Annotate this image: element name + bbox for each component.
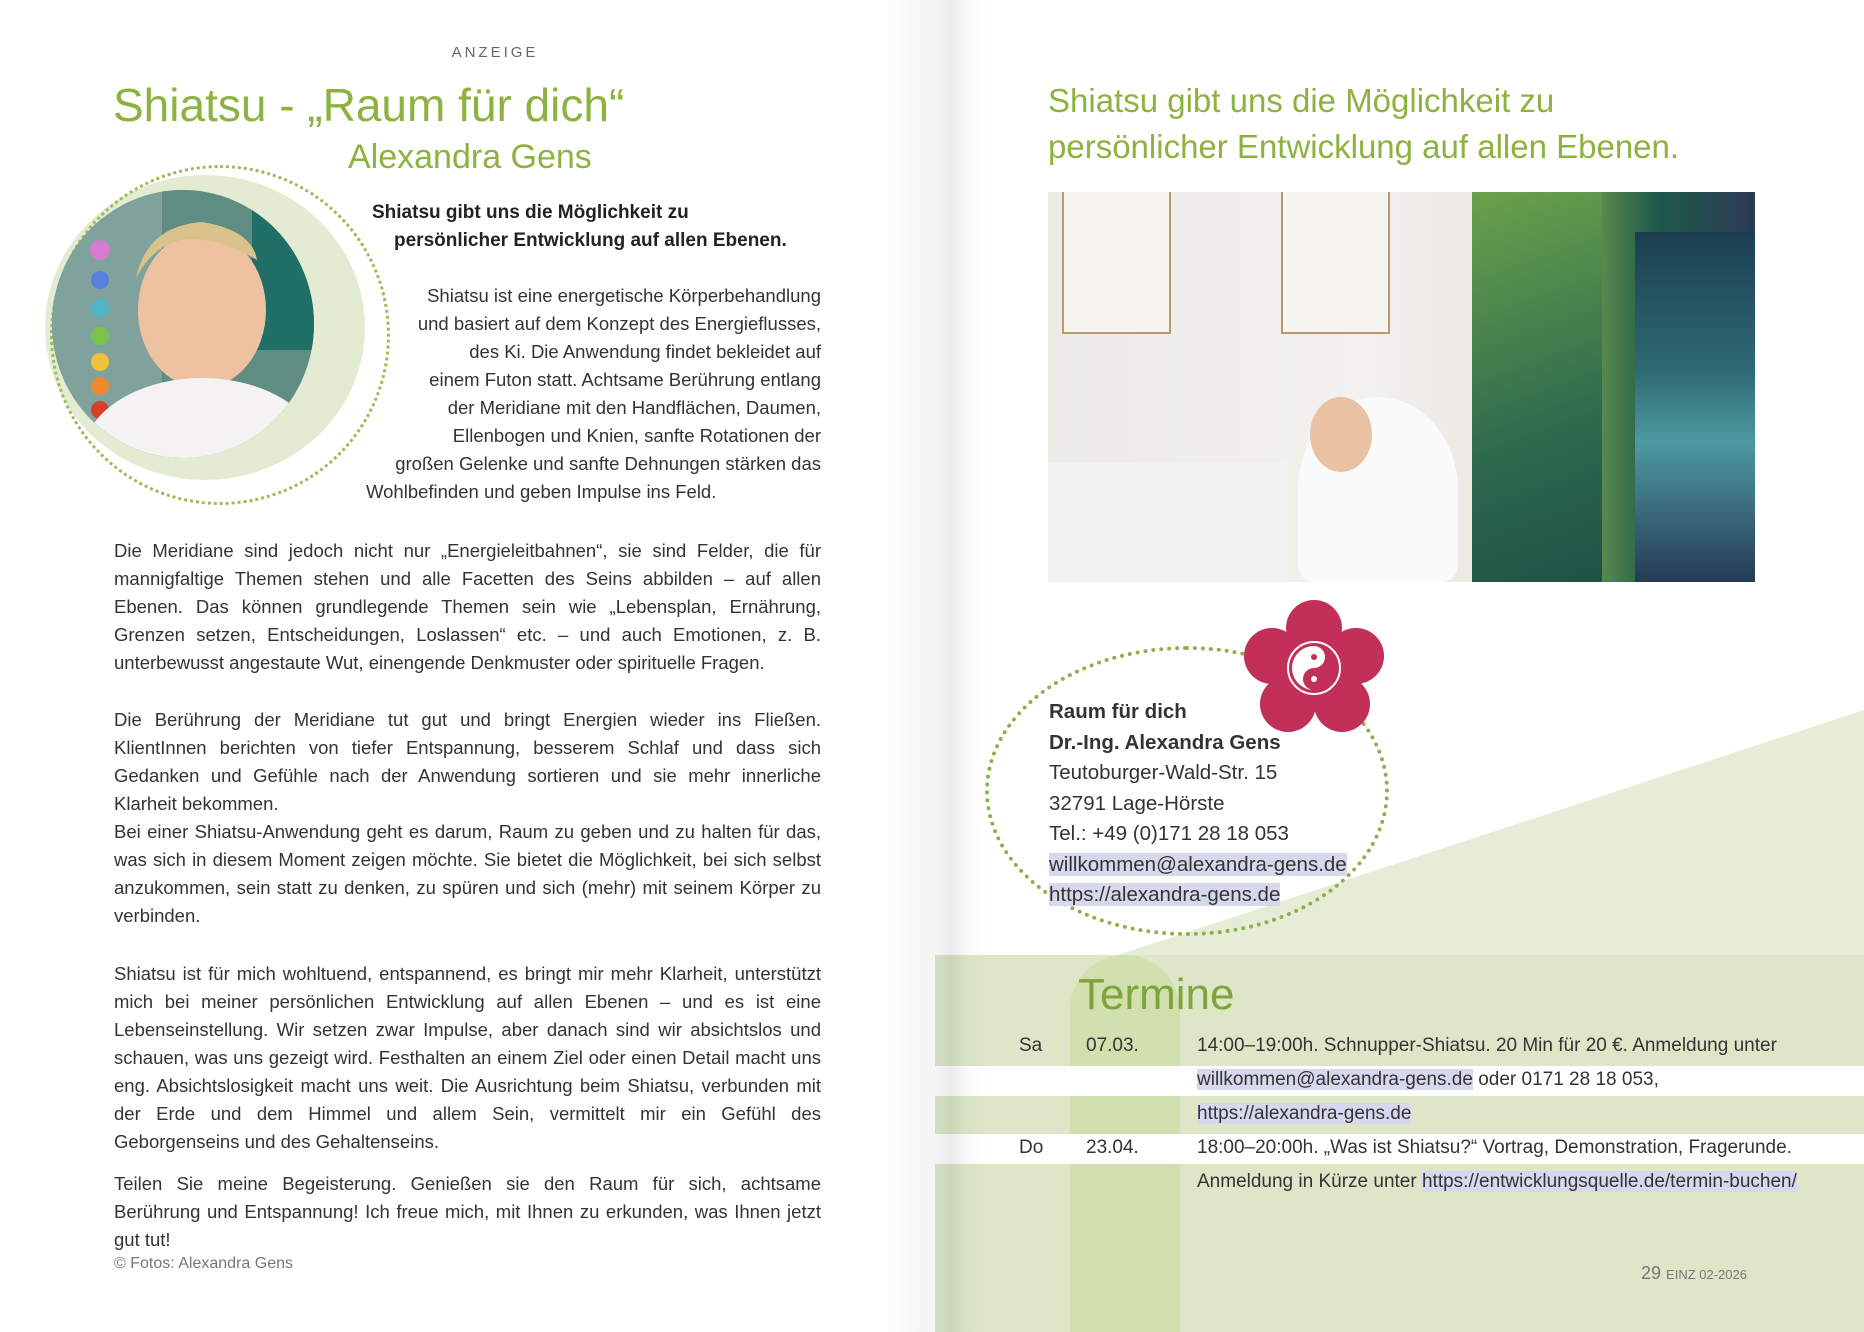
right-headline-line-1: Shiatsu gibt uns die Möglichkeit zu <box>1048 82 1555 119</box>
lede <box>372 199 832 255</box>
intro-line: des Ki. Die Anwendung findet bekleidet auf <box>469 341 821 362</box>
email-link[interactable]: willkommen@alexandra-gens.de <box>1049 852 1347 876</box>
photo-credit: © Fotos: Alexandra Gens <box>114 1255 293 1272</box>
practice-room-photo <box>1048 192 1755 582</box>
body-paragraph-2: Die Berührung der Meridiane tut gut und bringt Energien wieder ins Fließen. KlientInnen berichten von tiefer Entspannung, besserem Schlaf und dass sich Gedanken und Gefühle nach der Anwendung sortieren und sie mehr innerliche Klarheit bekommen. <box>114 709 821 814</box>
intro-line: der Meridiane mit den Handflächen, Daumen, <box>447 397 821 418</box>
intro-line: Wohlbefinden und geben Impulse ins Feld. <box>366 481 717 502</box>
lede-line-2: persönlicher Entwicklung auf allen Ebenen. <box>394 230 787 251</box>
body-paragraph-4: Shiatsu ist für mich wohltuend, entspannend, es bringt mir mehr Klarheit, unterstützt mich bei meiner persönlichen Entwicklung auf allen Ebenen – und es ist eine Lebenseinstellung. Wir setzen zwar Impulse, aber danach sind wir absichtslos und schauen, was uns gezeigt wird. Festhalten an einem Ziel oder einen Detail macht uns eng. Absichtslosigkeit macht uns weit. Die Ausrichtung beim Shiatsu, verbunden mit der Erde und dem Himmel und allem Sein, vermittelt mir ein Gefühl des Geborgenseins und des Gehaltenseins. <box>114 963 821 1152</box>
street: Teutoburger-Wald-Str. 15 <box>1049 761 1278 784</box>
right-page <box>935 0 1864 1332</box>
treatment-table <box>1048 462 1288 582</box>
contact-person: Dr.-Ing. Alexandra Gens <box>1049 730 1281 754</box>
booking-link[interactable]: https://entwicklungsquelle.de/termin-buchen/ <box>1421 1171 1797 1192</box>
event-date: 23.04. <box>1086 1137 1139 1158</box>
event-row-continued <box>935 1066 1864 1096</box>
page-footer <box>1641 1263 1747 1284</box>
chakra-tapestry <box>1635 232 1755 582</box>
event-row <box>935 1134 1864 1164</box>
phone: Tel.: +49 (0)171 28 18 053 <box>1049 822 1289 845</box>
right-headline <box>1048 78 1748 170</box>
anatomy-chart-poster <box>1062 192 1171 334</box>
lede-line-1: Shiatsu gibt uns die Möglichkeit zu <box>372 202 689 223</box>
event-day: Do <box>1019 1137 1044 1158</box>
portrait-illustration <box>52 190 314 458</box>
intro-line: und basiert auf dem Konzept des Energieflusses, <box>417 313 821 334</box>
painted-wall <box>1472 192 1602 582</box>
ad-label: ANZEIGE <box>451 44 539 61</box>
issue-label: EINZ 02-2026 <box>1666 1267 1747 1282</box>
intro-line: großen Gelenke und sanfte Dehnungen stärken das <box>395 453 821 474</box>
event-row-continued <box>935 1168 1864 1198</box>
anatomy-chart-poster <box>1281 192 1390 334</box>
body-paragraph-3: Bei einer Shiatsu-Anwendung geht es darum, Raum zu geben und zu halten für das, was sich in diesem Moment zeigen möchte. Sie bietet die Möglichkeit, bei sich selbst anzukommen, sein statt zu denken, zu spüren und sich (mehr) mit seinem Körper zu verbinden. <box>114 821 821 926</box>
article-title: Shiatsu - „Raum für dich“ <box>113 79 625 131</box>
intro-line: Shiatsu ist eine energetische Körperbehandlung <box>427 285 821 306</box>
event-text: 18:00–20:00h. „Was ist Shiatsu?“ Vortrag, Demonstration, Fragerunde. <box>1197 1137 1792 1158</box>
event-day: Sa <box>1019 1035 1043 1056</box>
event-date: 07.03. <box>1086 1035 1139 1056</box>
website-link[interactable]: https://alexandra-gens.de <box>1049 883 1281 906</box>
intro-line: einem Futon statt. Achtsame Berührung entlang <box>429 369 821 390</box>
author-portrait-photo <box>52 190 314 458</box>
event-web-link[interactable]: https://alexandra-gens.de <box>1197 1103 1412 1124</box>
event-row-continued <box>935 1100 1864 1130</box>
event-text: 14:00–19:00h. Schnupper-Shiatsu. 20 Min für 20 €. Anmeldung unter <box>1197 1035 1777 1056</box>
contact-address-block <box>1049 697 1347 911</box>
event-email-link[interactable]: willkommen@alexandra-gens.de <box>1197 1069 1473 1090</box>
person-head <box>1310 397 1372 472</box>
right-headline-line-2: persönlicher Entwicklung auf allen Ebenen. <box>1048 128 1680 165</box>
business-name: Raum für dich <box>1049 700 1187 723</box>
event-text <box>1197 1069 1659 1091</box>
event-text-mid: oder 0171 28 18 053, <box>1472 1069 1659 1090</box>
termine-heading: Termine <box>1078 970 1235 1019</box>
event-row <box>935 1032 1864 1062</box>
event-text-prefix: Anmeldung in Kürze unter <box>1197 1171 1422 1192</box>
body-paragraph-5: Teilen Sie meine Begeisterung. Genießen sie den Raum für sich, achtsame Berührung und Entspannung! Ich freue mich, mit Ihnen zu erkunden, was Ihnen jetzt gut tut! <box>114 1173 821 1250</box>
intro-line: Ellenbogen und Knien, sanfte Rotationen der <box>452 425 821 446</box>
body-paragraph-1: Die Meridiane sind jedoch nicht nur „Energieleitbahnen“, sie sind Felder, die für mannigfaltige Themen stehen und alle Facetten des Seins abbilden – auf allen Ebenen. Das können grundlegende Themen sein wie „Lebensplan, Ernährung, Grenzen setzen, Entscheidungen, Loslassen“ etc. – und auch Emotionen, z. B. unterbewusst angestaute Wut, einengende Denkmuster oder spirituelle Fragen. <box>114 540 821 673</box>
article-author: Alexandra Gens <box>348 138 592 176</box>
event-text <box>1197 1171 1797 1193</box>
page-number: 29 <box>1641 1263 1662 1283</box>
city: 32791 Lage-Hörste <box>1049 791 1225 815</box>
event-text <box>1197 1103 1411 1125</box>
intro-paragraph <box>365 282 821 506</box>
